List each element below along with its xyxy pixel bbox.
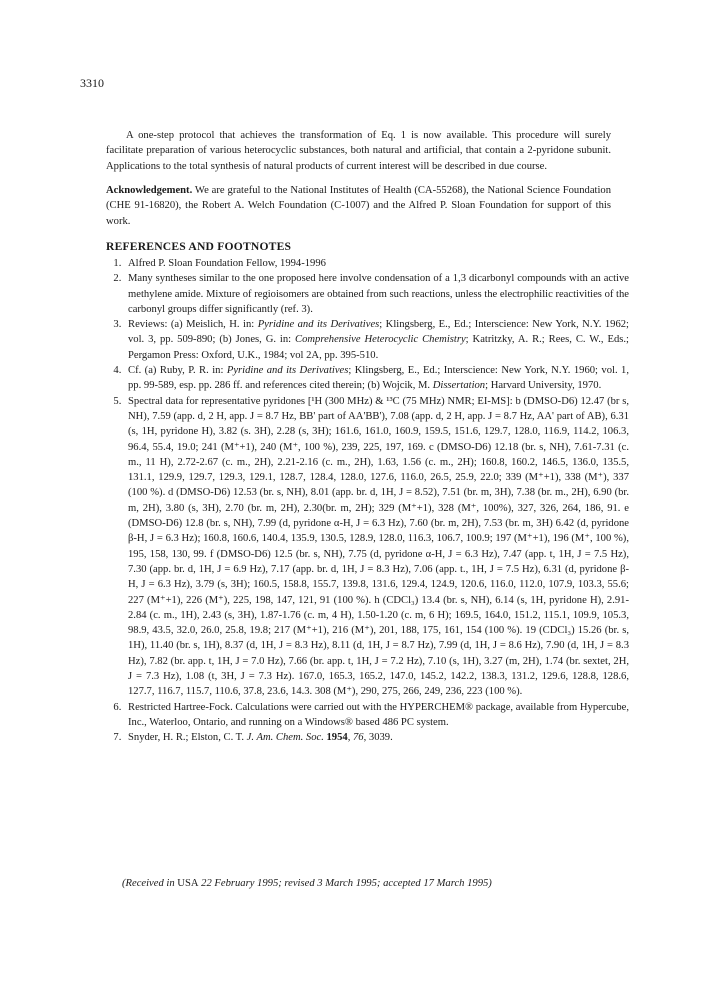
footer-country: USA — [177, 878, 199, 889]
reference-3-a: Reviews: (a) Meislich, H. in: — [128, 319, 258, 331]
reference-2: 2. Many syntheses similar to the one proposed here involve condensation of a 1,3 dicarbonyl compounds with an active methylene amide. Mixture of regioisomers are obtained from such reactions, unless the electrophilic reactivities of the carbonyl groups differ significantly (ref. 3). — [124, 271, 629, 317]
reference-1: 1. Alfred P. Sloan Foundation Fellow, 1994-1996 — [124, 256, 629, 271]
reference-7-authors: Snyder, H. R.; Elston, C. T. — [128, 732, 247, 744]
reference-3-b: ; Klingsberg, E., Ed.; Interscience: New York, N.Y. 1962; vol. 3, pp. 509-890; (b) Jones, G. in: — [128, 319, 629, 346]
footer-c: 22 February 1995; revised 3 March 1995; accepted 17 March 1995) — [198, 878, 492, 889]
reference-5: 5. Spectral data for representative pyridones [¹H (300 MHz) & ¹³C (75 MHz) NMR; EI-MS]: b (DMSO-D6) 12.47 (br s, NH), 7.59 (app. d, 2 H, app. J = 8.7 Hz, BB' part of AA'BB'), 7.08 (app. d, 2 H, app. J = 8.7 Hz, AA' part of AB), 6.31 (s, 1H, pyridone H), 3.82 (s. 3H), 2.28 (s, 3H); 161.6, 161.0, 160.9, 159.5, 151.6, 129.7, 128.0, 116.9, 114.2, 106.3, 96.4, 55.4, 19.0; 241 (M⁺+1), 240 (M⁺, 100 %), 239, 225, 197, 169. c (DMSO-D6) 12.18 (br. s, NH), 7.61-7.31 (c. m., 11 H), 2.72-2.67 (c. m., 2H), 2.21-2.16 (c. m., 2H), 1.63, 1.56 (c. m., 2H); 160.8, 160.2, 146.5, 136.0, 135.5, 131.1, 129.9, 129.7, 129.3, 129.1, 128.7, 128.4, 128.0, 127.6, 116.0, 26.5, 25.9, 22.0; 339 (M⁺+1), 338 (M⁺), 337 (100 %). d (DMSO-D6) 12.53 (br. s, NH), 8.01 (app. br. d, 1H, J = 8.52), 7.51 (br. m, 3H), 7.38 (br. m., 2H), 6.90 (br. m, 2H), 3.80 (s, 3H), 2.70 (br. m, 2H), 2.30(br. m, 2H); 329 (M⁺+1), 328 (M⁺, 100%), 327, 326, 264, 186, 91. e (DMSO-D6) 12.8 (br. s, NH), 7.99 (d, pyridone α-H, J = 6.3 Hz), 7.60 (br. m, 2H), 7.53 (br. m, 3H) 6.42 (d, pyridone β-H, J = 6.3 Hz); 160.8, 160.6, 140.4, 135.9, 130.5, 128.9, 128.0, 116.3, 106.7, 100.9; 197 (M⁺+1), 196 (M⁺, 100 %), 195, 158, 130, 99. f (DMSO-D6) 12.5 (br. s, NH), 7.75 (d, pyridone α-H, J = 6.3 Hz), 7.47 (app. t, 1H, J = 7.5 Hz), 7.30 (app. br. d, 1H, J = 6.9 Hz), 7.17 (app. br. d, 1H, J = 8.3 Hz), 7.06 (app. t., 1H, J = 7.5 Hz), 6.31 (d, pyridone β-H, J = 6.3 Hz), 3.79 (s, 3H); 160.5, 158.8, 155.7, 139.8, 131.6, 129.4, 124.9, 120.6, 116.0, 112.0, 107.9, 103.3, 55.6; 227 (M⁺+1), 226 (M⁺), 225, 198, 147, 121, 91 (100 %). h (CDCl₃) 13.4 (br. s, NH), 6.14 (s, 1H, pyridone H), 2.91-2.84 (c. m., 1H), 2.43 (s, 3H), 1.87-1.76 (c. m, 4 H), 1.50-1.20 (c. m, 6 H); 169.5, 164.0, 151.2, 115.1, 109.9, 105.3, 98.9, 43.5, 32.0, 26.0, 25.8, 19.8; 217 (M⁺+1), 216 (M⁺), 201, 188, 175, 161, 154 (100 %). 19 (CDCl₃) 15.26 (br. s, 1H), 11.40 (br. s, 1H), 8.37 (d, 1H, J = 8.3 Hz), 8.11 (d, 1H, J = 8.7 Hz), 7.99 (d, 1H, J = 8.6 Hz), 7.90 (d, 1H, J = 8.3 Hz), 7.82 (br. app. t, 1H, J = 7.0 Hz), 7.66 (br. app. t, 1H, J = 7.2 Hz), 7.10 (s, 1H), 3.27 (m, 2H), 1.74 (br. sextet, 2H, J = 7.3 Hz), 1.08 (t, 3H, J = 7.3 Hz). 167.0, 165.3, 165.2, 147.0, 145.2, 142.2, 138.3, 131.2, 129.6, 128.8, 128.6, 127.7, 116.7, 115.7, 110.6, 37.8, 23.6, 14.3. 308 (M⁺), 290, 275, 266, 249, 236, 223 (100 %). — [124, 394, 629, 700]
acknowledgement-label: Acknowledgement. — [106, 185, 193, 196]
received-footer — [122, 878, 492, 889]
reference-3 — [124, 317, 629, 363]
reference-7-year: 1954 — [323, 732, 348, 744]
reference-7 — [124, 730, 629, 745]
reference-3-b-title: Comprehensive Heterocyclic Chemistry — [295, 334, 466, 346]
reference-7-pages: , 3039. — [363, 732, 393, 744]
page-number: 3310 — [80, 76, 104, 90]
references-heading: REFERENCES AND FOOTNOTES — [106, 240, 292, 253]
reference-6: 6. Restricted Hartree-Fock. Calculations were carried out with the HYPERCHEM® package, available from Hypercube, Inc., Waterloo, Ontario, and running on a Windows® based 486 PC system. — [124, 700, 629, 731]
intro-paragraph: A one-step protocol that achieves the transformation of Eq. 1 is now available. This procedure will surely facilitate preparation of various heterocyclic substances, both natural and artificial, that contain a 2-pyridone subunit. Applications to the total synthesis of natural products of current interest will be described in due course. — [106, 130, 611, 172]
reference-4-a-title: Pyridine and its Derivatives — [226, 365, 349, 377]
reference-4-b: ; Klingsberg, E., Ed.; Interscience: New York, N.Y. 1960; vol. 1, pp. 99-589, esp. pp. 286 ff. and references cited therein; (b) Wojcik, M. — [128, 365, 629, 392]
reference-4-b-title: Dissertation — [432, 380, 486, 392]
reference-7-volume: , 76 — [347, 732, 364, 744]
footer-a: (Received in — [122, 878, 178, 889]
reference-7-journal: J. Am. Chem. Soc. — [246, 732, 324, 744]
reference-3-c: ; Katritzky, A. R.; Rees, C. W., Eds.; Pergamon Press: Oxford, U.K., 1984; vol 2A, pp. 395-510. — [128, 334, 629, 361]
references-list — [106, 256, 629, 746]
reference-4-a: Cf. (a) Ruby, P. R. in: — [128, 365, 227, 377]
acknowledgement-text: We are grateful to the National Institutes of Health (CA-55268), the National Science Foundation (CHE 91-16820), the Robert A. Welch Foundation (C-1007) and the Alfred P. Sloan Foundation for support of this work. — [106, 185, 611, 227]
reference-4 — [124, 363, 629, 394]
reference-4-c: ; Harvard University, 1970. — [485, 380, 602, 392]
reference-3-a-title: Pyridine and its Derivatives — [257, 319, 380, 331]
acknowledgement-paragraph — [106, 183, 611, 229]
